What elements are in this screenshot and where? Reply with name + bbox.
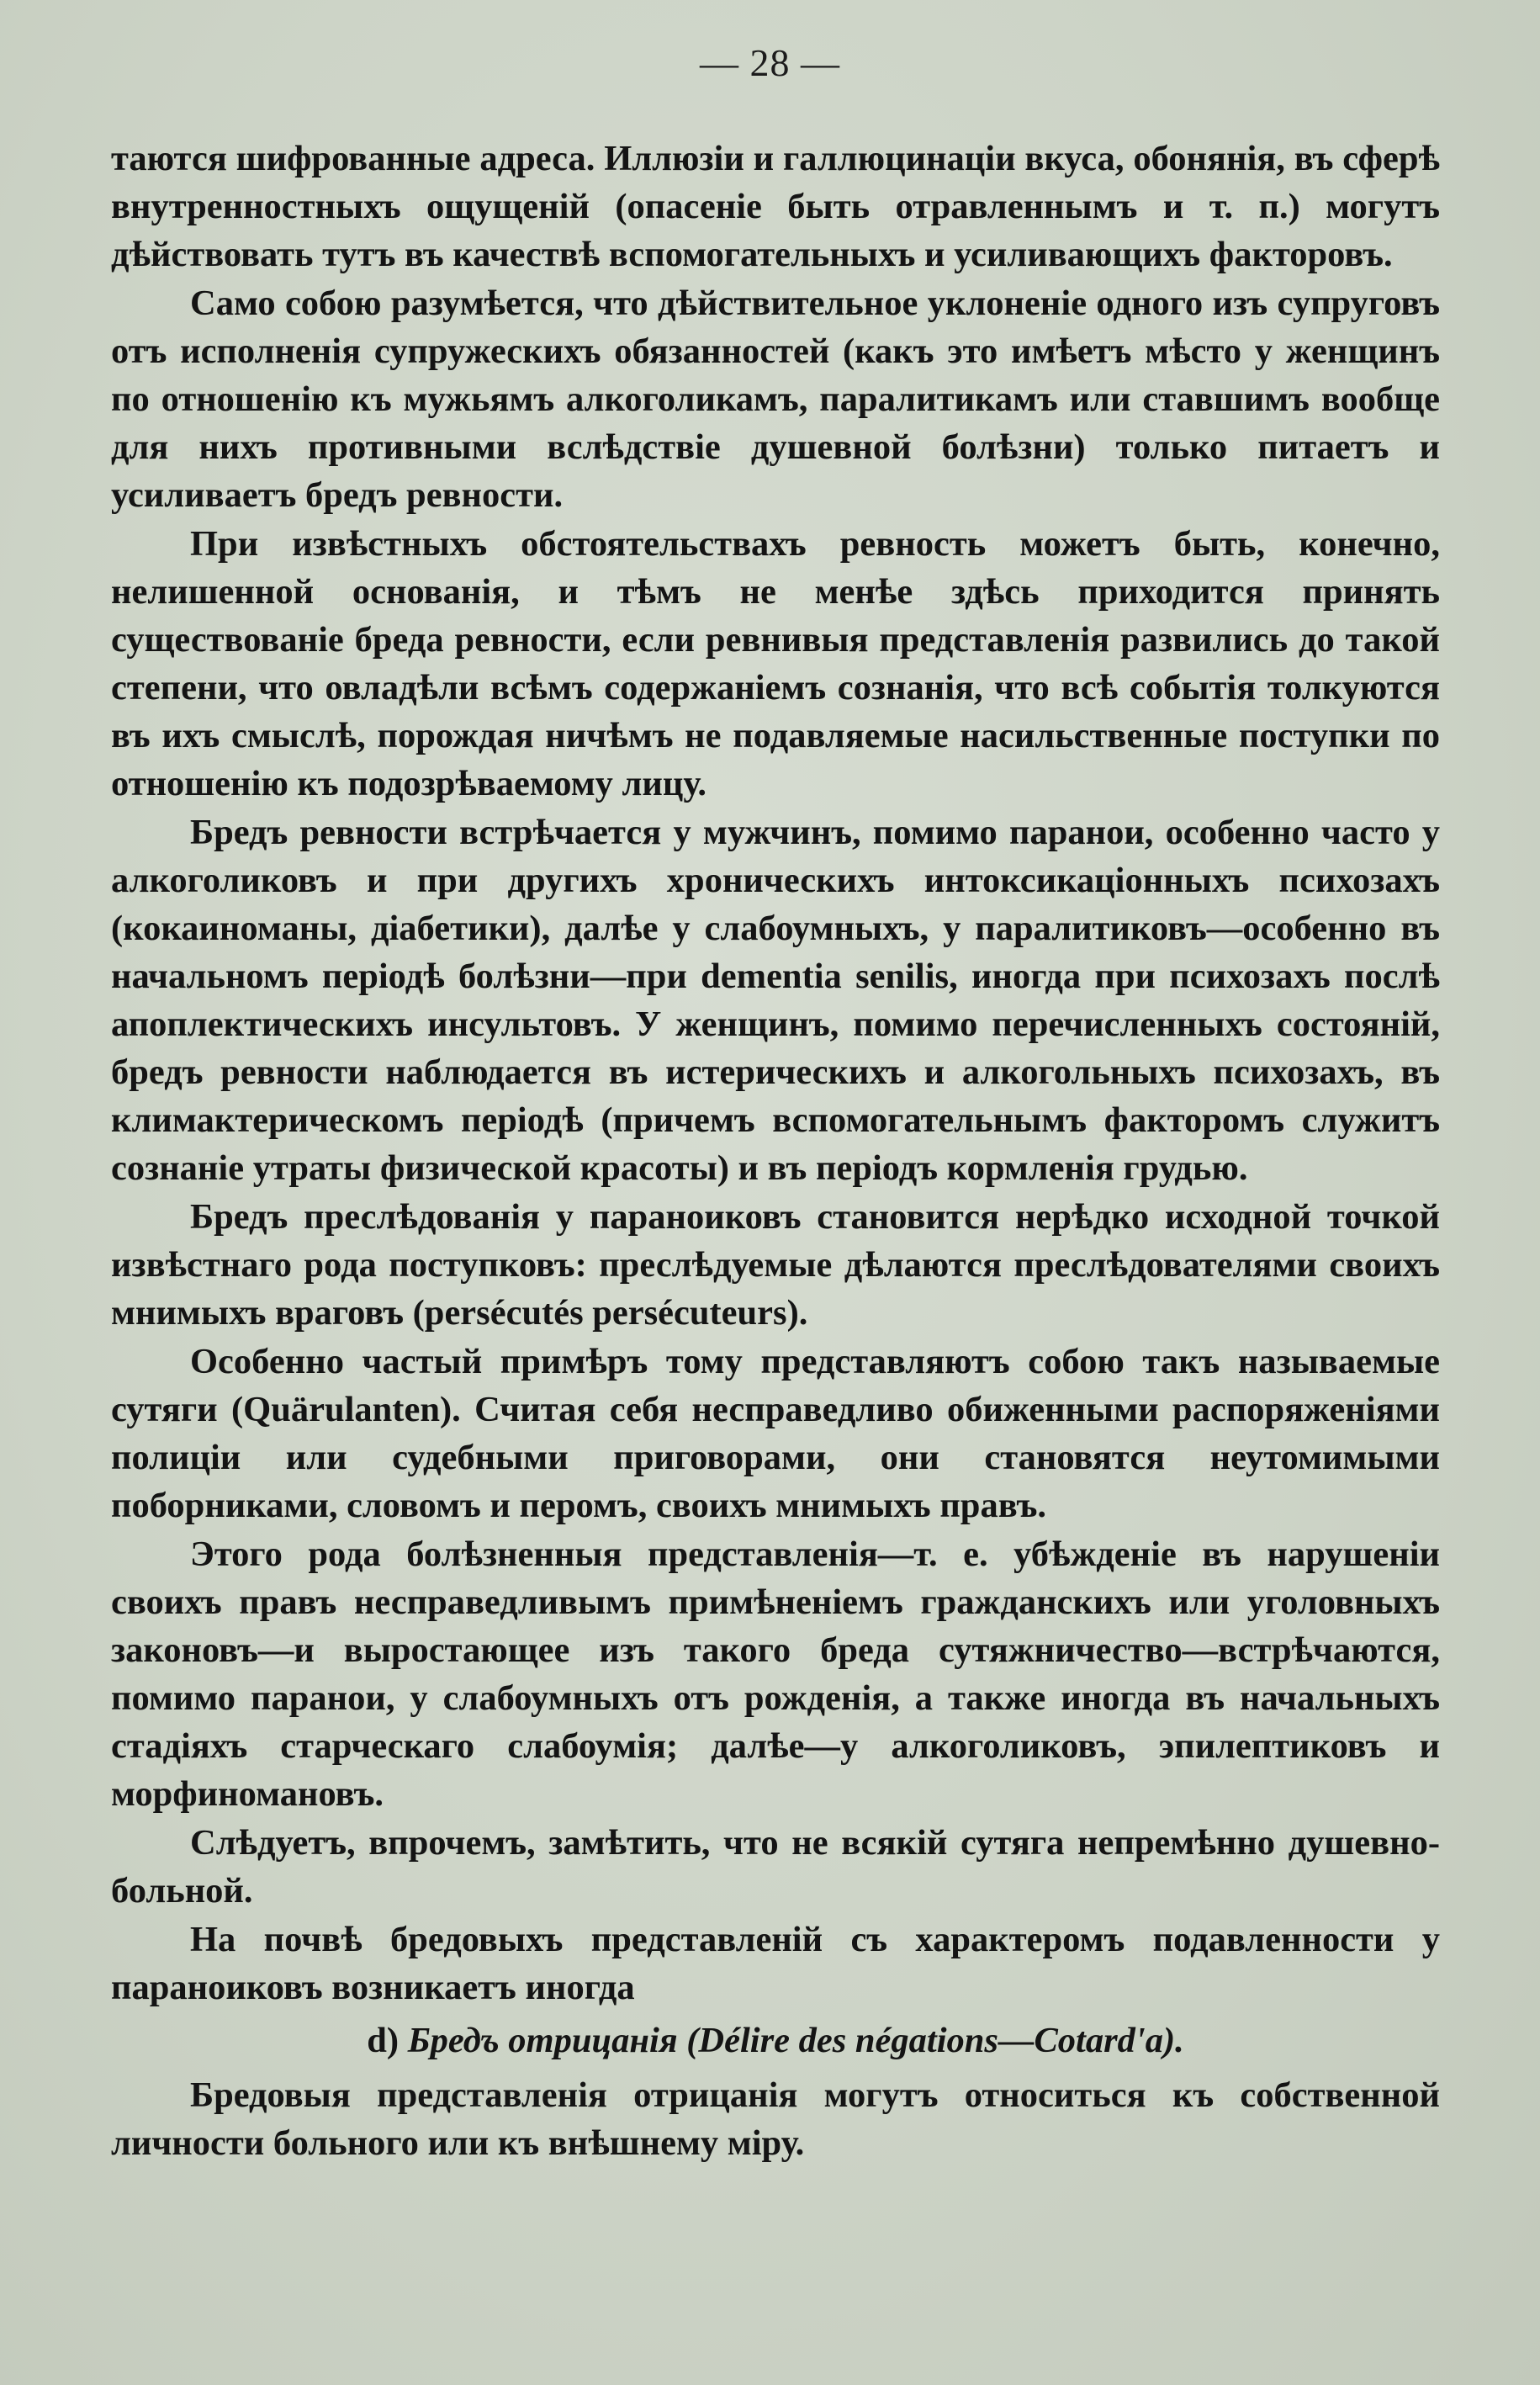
paragraph-4: Бредъ ревности встрѣчается у мужчинъ, помимо паранои, особенно часто у алкоголиковъ и при другихъ хроническихъ интоксикаціонныхъ психозахъ (кокаиноманы, діабетики), далѣе у слабоумныхъ, у паралитиковъ—особенно въ начальномъ періодѣ болѣзни—при dementia senilis, иногда при психозахъ послѣ апоплектическихъ инсультовъ. У женщинъ, помимо перечисленныхъ состояній, бредъ ревности наблюдается въ истерическихъ и алкогольныхъ психозахъ, въ климактерическомъ періодѣ (причемъ вспомогательнымъ факторомъ служитъ сознаніе утраты физической красоты) и въ періодъ кормленія грудью. <box>111 813 1440 1188</box>
paragraph-2: Само собою разумѣется, что дѣйствительное уклоненіе одного изъ супруговъ отъ исполненія супружескихъ обязанностей (какъ это имѣетъ мѣсто у женщинъ по отношенію къ мужьямъ алкоголикамъ, паралитикамъ или ставшимъ вообще для нихъ противными вслѣдствіе душевной болѣзни) только питаетъ и усиливаетъ бредъ ревности. <box>111 284 1440 515</box>
paragraph-8: Слѣдуетъ, впрочемъ, замѣтить, что не всякій сутяга непремѣнно душевно-больной. <box>111 1823 1440 1911</box>
paragraph-6: Особенно частый примѣръ тому представляютъ собою такъ называемые сутяги (Quärulanten). Считая себя несправедливо обиженными распоряженіями полиціи или судебными приговорами, они становятся неутомимыми поборниками, словомъ и перомъ, своихъ мнимыхъ правъ. <box>111 1342 1440 1525</box>
paragraph-5: Бредъ преслѣдованія у параноиковъ становится нерѣдко исходной точкой извѣстнаго рода поступковъ: преслѣдуемые дѣлаются преслѣдователями своихъ мнимыхъ враговъ (persécutés persécuteurs). <box>111 1197 1440 1333</box>
body-text <box>111 135 1440 2168</box>
section-letter: d) <box>367 2021 408 2060</box>
section-heading <box>111 2017 1440 2064</box>
paragraph-7: Этого рода болѣзненныя представленія—т. е. убѣжденіе въ нарушеніи своихъ правъ несправедливымъ примѣненіемъ гражданскихъ или уголовныхъ законовъ—и выростающее изъ такого бреда сутяжничество—встрѣчаются, помимо паранои, у слабоумныхъ отъ рожденія, а также иногда въ начальныхъ стадіяхъ старческаго слабоумія; далѣе—у алкоголиковъ, эпилептиковъ и морфиномановъ. <box>111 1534 1440 1814</box>
page-number: — 28 — <box>700 41 840 84</box>
section-title: Бредъ отрицанія (Délire des négations—Cotard'a). <box>407 2021 1184 2060</box>
paragraph-3: При извѣстныхъ обстоятельствахъ ревность можетъ быть, конечно, нелишенной основанія, и тѣмъ не менѣе здѣсь приходится принять существованіе бреда ревности, если ревнивыя представленія развились до такой степени, что овладѣли всѣмъ содержаніемъ сознанія, что всѣ событія толкуются въ ихъ смыслѣ, порождая ничѣмъ не подавляемые насильственные поступки по отношенію къ подозрѣваемому лицу. <box>111 524 1440 803</box>
paragraph-9: На почвѣ бредовыхъ представленій съ характеромъ подавленности у параноиковъ возникаетъ иногда <box>111 1920 1440 2007</box>
paragraph-10: Бредовыя представленія отрицанія могутъ относиться къ собственной личности больного или къ внѣшнему міру. <box>111 2075 1440 2163</box>
paragraph-1: таются шифрованные адреса. Иллюзіи и галлюцинаціи вкуса, обонянія, въ сферѣ внутренностныхъ ощущеній (опасеніе быть отравленнымъ и т. п.) могутъ дѣйствовать тутъ въ качествѣ вспомогательныхъ и усиливающихъ факторовъ. <box>111 139 1440 274</box>
